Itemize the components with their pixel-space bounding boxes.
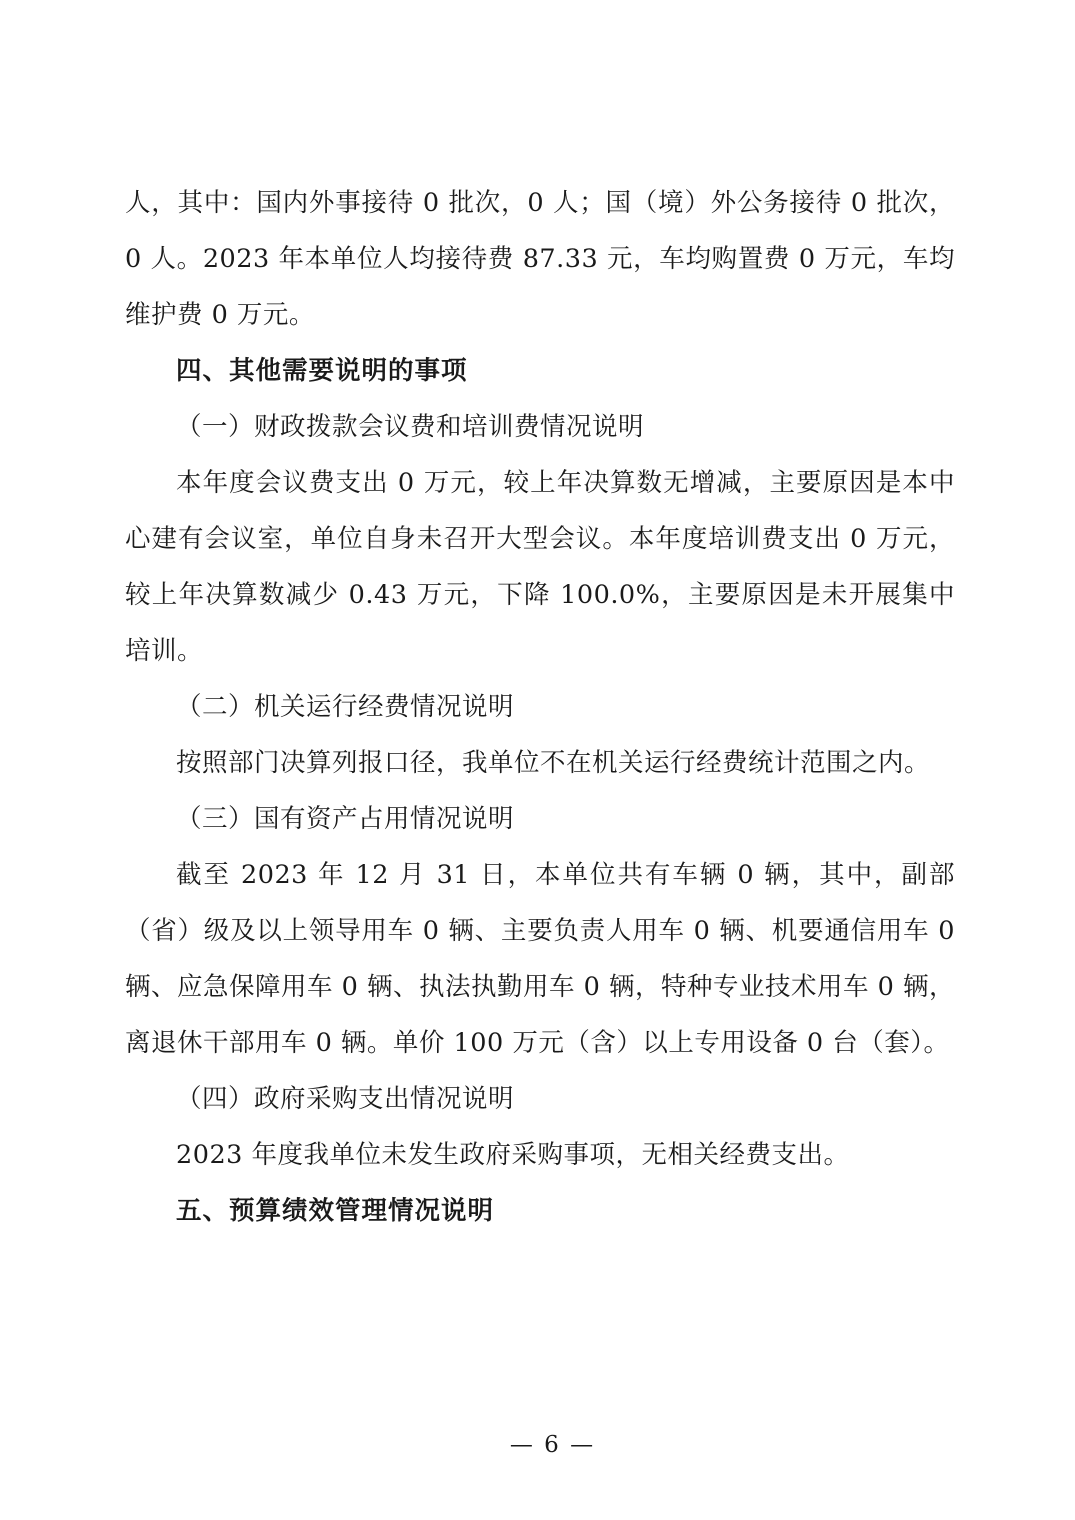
body-paragraph: 按照部门决算列报口径，我单位不在机关运行经费统计范围之内。	[176, 748, 931, 778]
body-paragraph: 2023 年度我单位未发生政府采购事项，无相关经费支出。	[176, 1140, 850, 1170]
subsection-heading: （四）政府采购支出情况说明	[176, 1084, 515, 1114]
document-body	[125, 175, 955, 1239]
page-number: — 6 —	[509, 1432, 596, 1458]
body-paragraph: 人，其中：国内外事接待 0 批次，0 人；国（境）外公务接待 0 批次，0 人。2023 年本单位人均接待费 87.33 元，车均购置费 0 万元，车均维护费 0 万元。	[125, 188, 955, 330]
subsection-heading: （三）国有资产占用情况说明	[176, 804, 515, 834]
subsection-heading: （一）财政拨款会议费和培训费情况说明	[176, 412, 645, 442]
subsection-heading: （二）机关运行经费情况说明	[176, 692, 515, 722]
section-heading: 四、其他需要说明的事项	[176, 356, 468, 386]
body-paragraph: 本年度会议费支出 0 万元，较上年决算数无增减，主要原因是本中心建有会议室，单位自身未召开大型会议。本年度培训费支出 0 万元，较上年决算数减少 0.43 万元，下降 100.0%，主要原因是未开展集中培训。	[125, 468, 955, 666]
page-footer	[0, 1432, 1075, 1458]
body-paragraph: 截至 2023 年 12 月 31 日，本单位共有车辆 0 辆，其中，副部（省）级及以上领导用车 0 辆、主要负责人用车 0 辆、机要通信用车 0 辆、应急保障用车 0 辆、执法执勤用车 0 辆，特种专业技术用车 0 辆，离退休干部用车 0 辆。单价 100 万元（含）以上专用设备 0 台（套）。	[125, 860, 955, 1058]
section-heading: 五、预算绩效管理情况说明	[176, 1196, 495, 1226]
